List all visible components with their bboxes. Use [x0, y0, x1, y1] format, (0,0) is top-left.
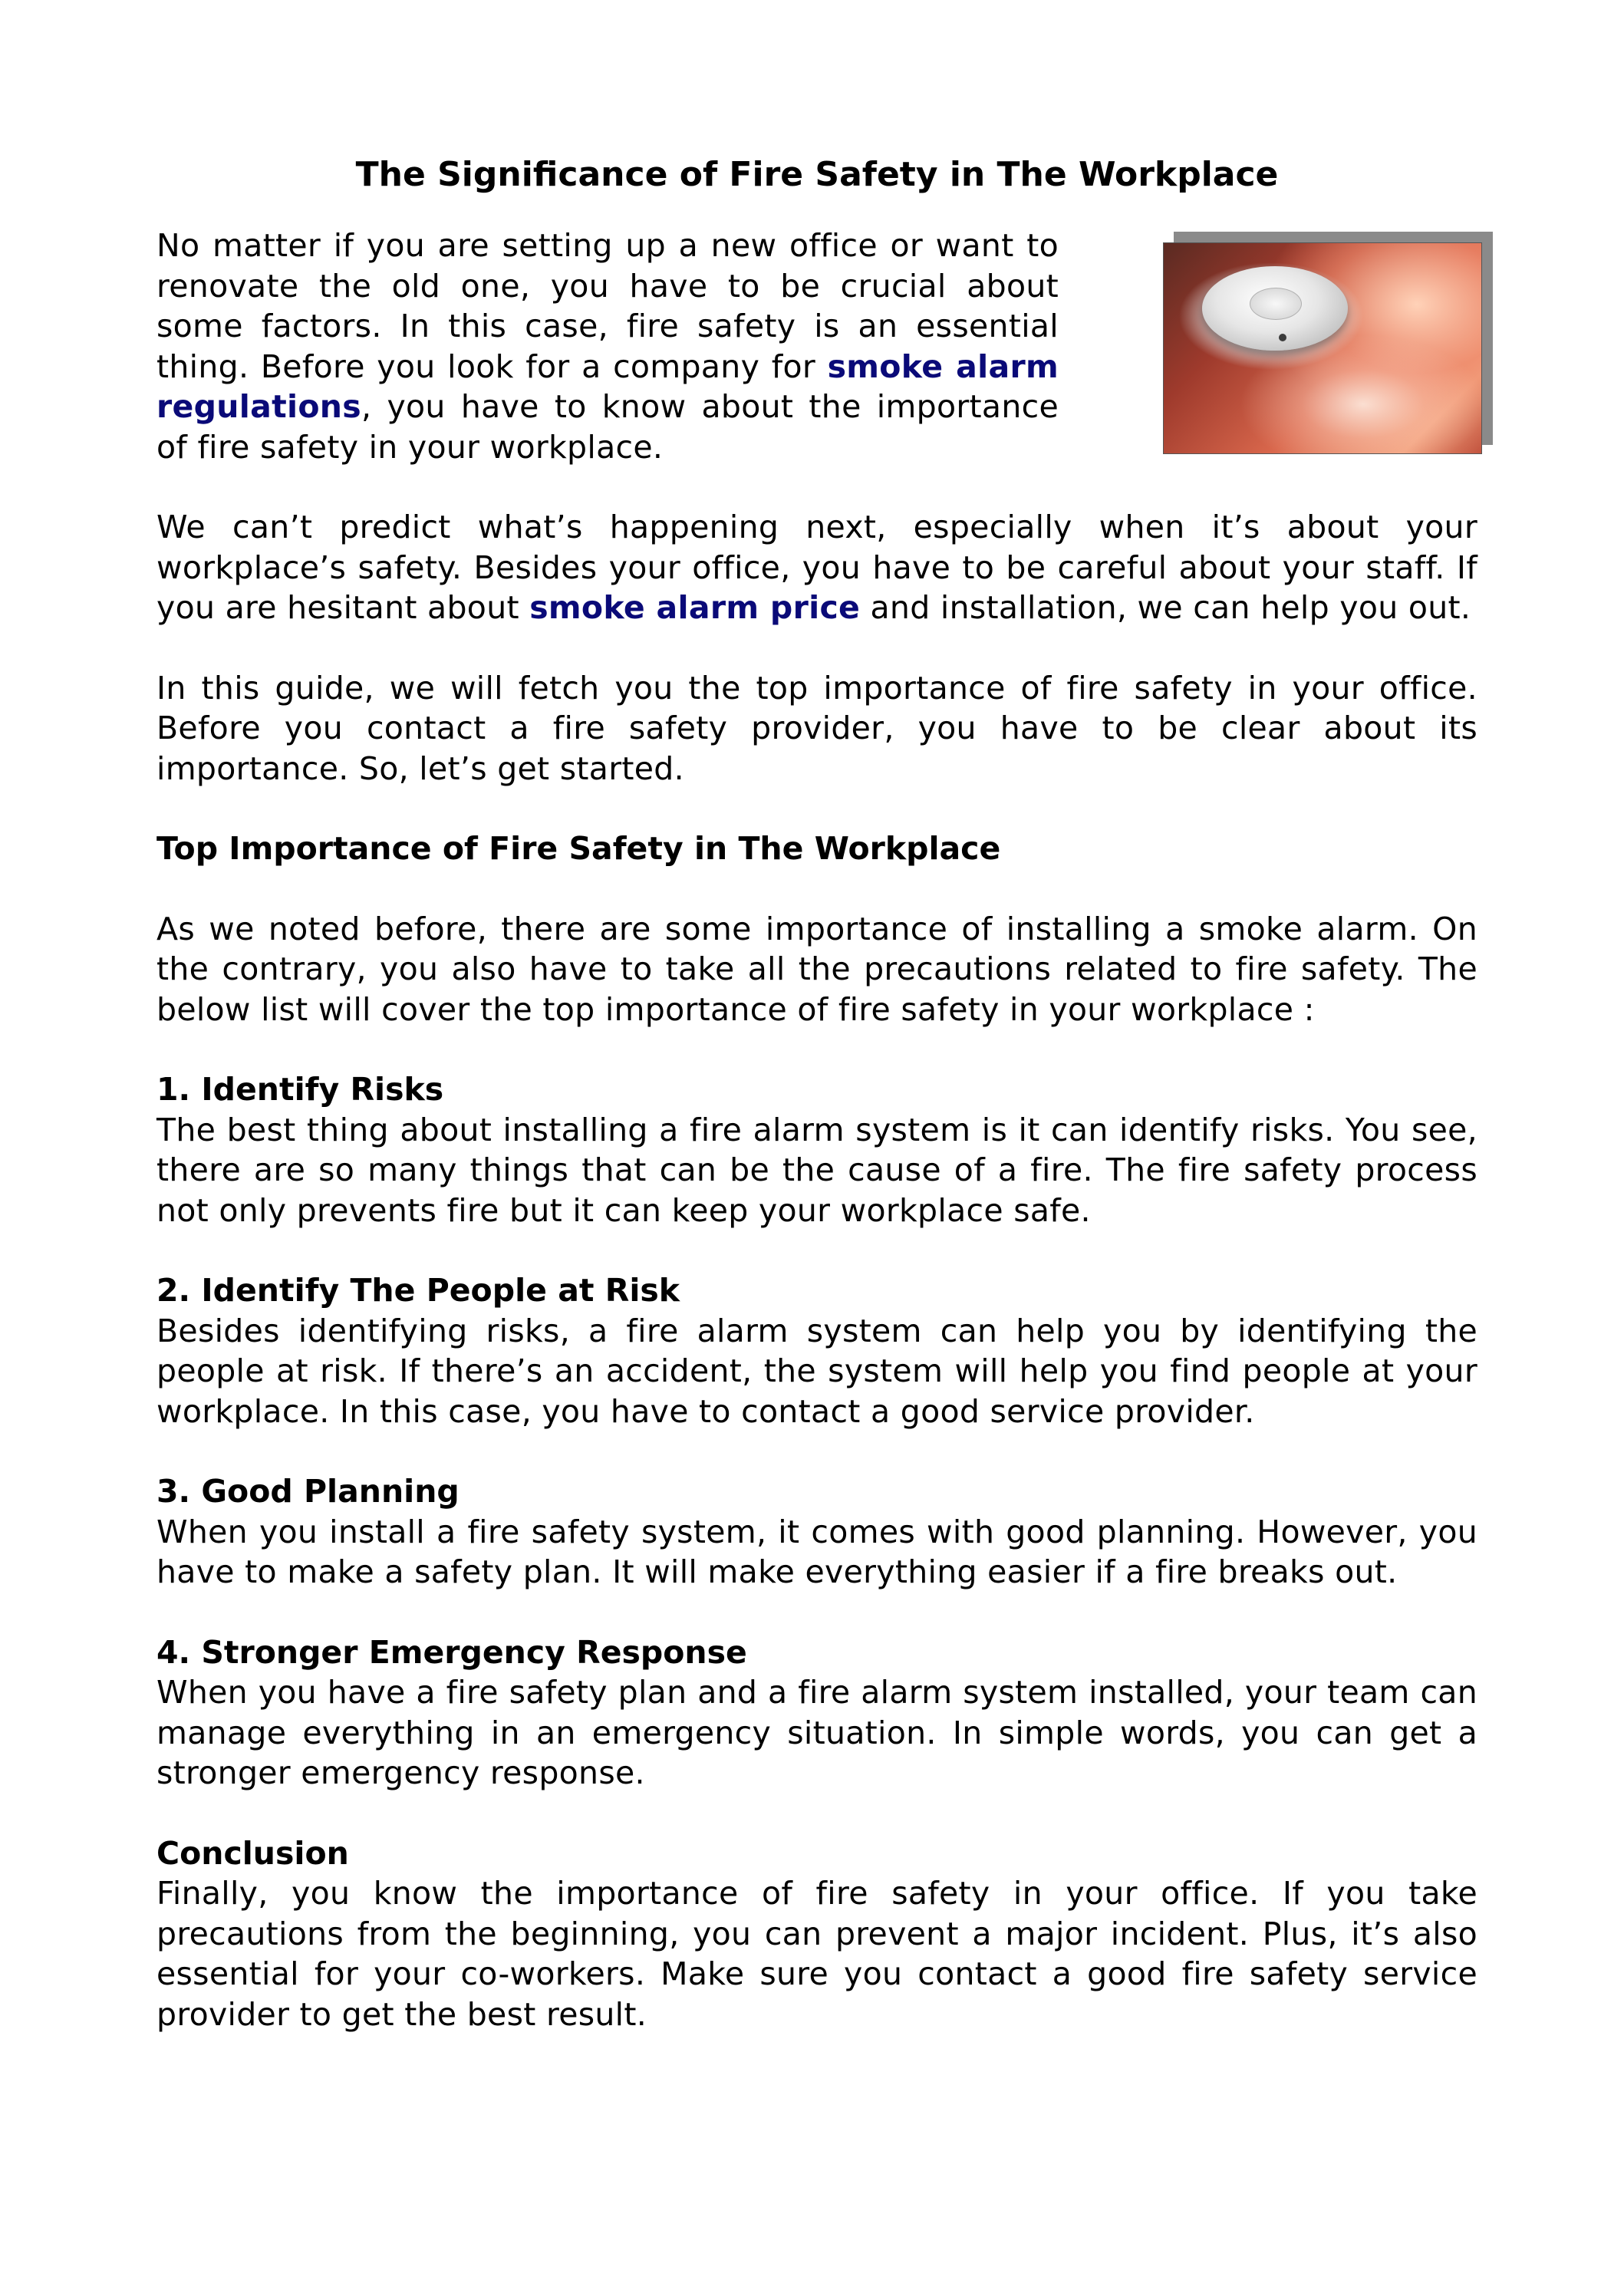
item-body: When you install a fire safety system, it comes with good planning. However, you have to make a safety plan. It will make everything easier if a fire breaks out.: [156, 1513, 1477, 1590]
item-heading: 4. Stronger Emergency Response: [156, 1633, 747, 1671]
item-heading: 1. Identify Risks: [156, 1071, 444, 1108]
intro-block: [156, 226, 1477, 467]
smoke-detector-image: [1163, 242, 1482, 454]
document-content: [156, 150, 1477, 2034]
smoke-detector-figure: [1163, 232, 1494, 454]
paragraph-3: In this guide, we will fetch you the top importance of fire safety in your office. Before you contact a fire safety provider, you have to be clear about its importance. So, let’s get started.: [156, 669, 1477, 787]
conclusion-heading: Conclusion: [156, 1834, 349, 1872]
detector-led-icon: [1279, 334, 1286, 341]
para2-text-before: We can’t predict what’s happening next, especially when it’s about your workplace’s safety. Besides your office, you have to be careful about your staff. If you are hesitant about: [156, 509, 1477, 626]
spacer: [156, 1593, 1477, 1632]
spacer: [156, 1230, 1477, 1270]
page-title: The Significance of Fire Safety in The Workplace: [355, 155, 1279, 194]
spacer: [156, 789, 1477, 828]
section-heading: Top Importance of Fire Safety in The Workplace: [156, 830, 1001, 867]
paragraph-2: [156, 507, 1477, 628]
item-heading: 3. Good Planning: [156, 1473, 460, 1510]
spacer: [156, 467, 1477, 507]
item-body: Besides identifying risks, a fire alarm system can help you by identifying the people at risk. If there’s an accident, the system will help you find people at your workplace. In this case, you have to contact a good service provider.: [156, 1312, 1477, 1430]
intro-text-after: , you have to know about the importance of fire safety in your workplace.: [156, 388, 1059, 466]
spacer: [156, 1794, 1477, 1833]
spacer: [156, 1431, 1477, 1471]
section-intro: As we noted before, there are some importance of installing a smoke alarm. On the contrary, you also have to take all the precautions related to fire safety. The below list will cover the top importance of fire safety in your workplace :: [156, 910, 1477, 1028]
spacer: [156, 1029, 1477, 1069]
smoke-detector-icon: [1202, 266, 1348, 351]
intro-text-before: No matter if you are setting up a new office or want to renovate the old one, you have to be crucial about some factors. In this case, fire safety is an essential thing. Before you look for a company for: [156, 227, 1059, 385]
spacer: [156, 869, 1477, 909]
item-body: When you have a fire safety plan and a fire alarm system installed, your team can manage everything in an emergency situation. In simple words, you can get a stronger emergency response.: [156, 1674, 1477, 1791]
smoke-alarm-price-link[interactable]: smoke alarm price: [529, 589, 861, 626]
spacer: [156, 628, 1477, 668]
conclusion-body: Finally, you know the importance of fire safety in your office. If you take precautions from the beginning, you can prevent a major incident. Plus, it’s also essential for your co-workers. Make sure you contact a good fire safety service provider to get the best result.: [156, 1875, 1477, 2033]
item-heading: 2. Identify The People at Risk: [156, 1272, 680, 1309]
intro-paragraph: [156, 226, 1059, 467]
item-body: The best thing about installing a fire alarm system is it can identify risks. You see, there are so many things that can be the cause of a fire. The fire safety process not only prevents fire but it can keep your workplace safe.: [156, 1111, 1477, 1229]
para2-text-after: and installation, we can help you out.: [860, 589, 1471, 626]
smoke-alarm-regulations-link[interactable]: smoke alarm regulations: [156, 348, 1059, 425]
